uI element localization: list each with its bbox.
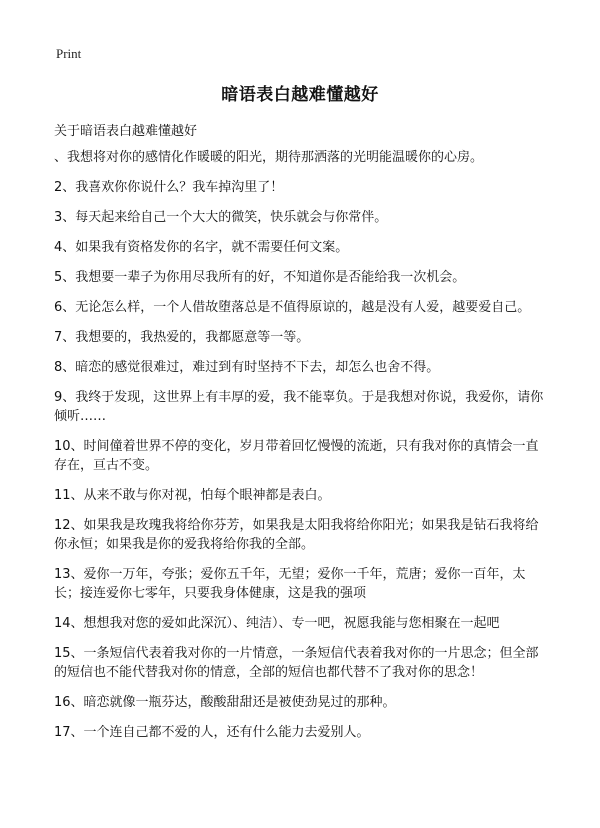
list-item: 7、我想要的，我热爱的，我都愿意等一等。 bbox=[54, 330, 310, 345]
list-item: 9、我终于发现，这世界上有丰厚的爱，我不能辜负。于是我想对你说，我爱你，请你倾听…… bbox=[54, 390, 544, 424]
list-item: 6、无论怎么样，一个人借故堕落总是不值得原谅的，越是没有人爱，越要爱自己。 bbox=[54, 300, 531, 315]
page-title: 暗语表白越难懂越好 bbox=[221, 85, 379, 105]
list-item: 15、一条短信代表着我对你的一片情意，一条短信代表着我对你的一片思念；但全部的短信也不能代替我对你的情意，全部的短信也都代替不了我对你的思念！ bbox=[54, 646, 539, 680]
list-item: 8、暗恋的感觉很难过，难过到有时坚持不下去，却怎么也舍不得。 bbox=[54, 360, 440, 375]
list-item: 17、一个连自己都不爱的人，还有什么能力去爱别人。 bbox=[54, 725, 370, 740]
list-item: 13、爱你一万年，夸张；爱你五千年，无望；爱你一千年，荒唐；爱你一百年，太长；接连爱你七零年，只要我身体健康，这是我的强项 bbox=[54, 567, 526, 601]
item-list bbox=[54, 148, 548, 753]
list-item: 5、我想要一辈子为你用尽我所有的好，不知道你是否能给我一次机会。 bbox=[54, 270, 466, 285]
list-item: 16、暗恋就像一瓶芬达，酸酸甜甜还是被使劲晃过的那种。 bbox=[54, 695, 396, 710]
list-item: 12、如果我是玫瑰我将给你芬芳，如果我是太阳我将给你阳光；如果我是钻石我将给你永恒；如果我是你的爱我将给你我的全部。 bbox=[54, 518, 539, 552]
intro-text: 关于暗语表白越难懂越好 bbox=[54, 124, 198, 139]
list-item: 10、时间僮着世界不停的变化，岁月带着回忆慢慢的流逝，只有我对你的真情会一直存在，亘古不变。 bbox=[54, 439, 539, 473]
list-item: 11、从来不敢与你对视，怕每个眼神都是表白。 bbox=[54, 488, 331, 503]
list-item: 、我想将对你的感情化作暖暖的阳光，期待那洒落的光明能温暖你的心房。 bbox=[54, 150, 484, 165]
list-item: 14、想想我对您的爱如此深沉）、纯洁）、专一吧，祝愿我能与您相聚在一起吧 bbox=[54, 616, 500, 631]
list-item: 2、我喜欢你你说什么？我车掉沟里了！ bbox=[54, 180, 284, 195]
print-label: Print bbox=[56, 46, 82, 61]
list-item: 4、如果我有资格发你的名字，就不需要任何文案。 bbox=[54, 240, 349, 255]
list-item: 3、每天起来给自己一个大大的微笑，快乐就会与你常伴。 bbox=[54, 210, 388, 225]
